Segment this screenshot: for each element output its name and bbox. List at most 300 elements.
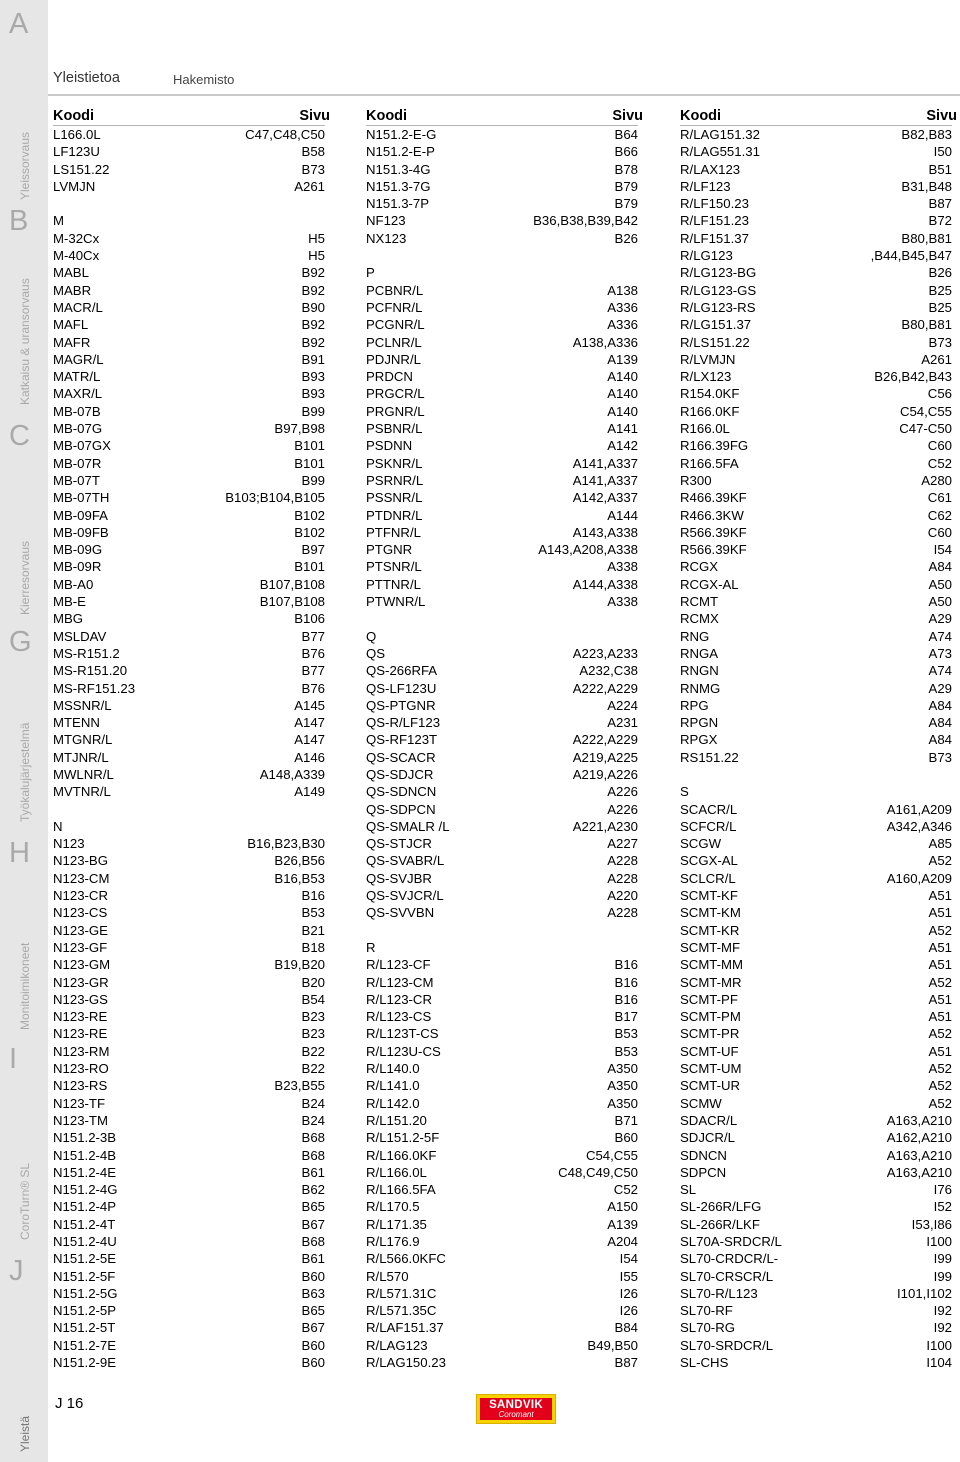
page-reference: A51 (928, 1043, 952, 1059)
page-reference: B60 (614, 1130, 638, 1146)
page-reference: A29 (928, 680, 952, 696)
product-code: MACR/L (53, 299, 103, 315)
product-code: N151.2-3B (53, 1130, 117, 1146)
tab-index[interactable]: Hakemisto (173, 72, 235, 87)
index-row (680, 991, 952, 1008)
page-reference: B76 (301, 645, 325, 661)
product-code: SL-266R/LKF (680, 1216, 760, 1232)
page-reference: A223,A233 (572, 645, 638, 661)
page-reference: A51 (928, 905, 952, 921)
index-row (680, 489, 952, 506)
page-reference: B92 (301, 317, 325, 333)
page-reference: B36,B38,B39,B42 (533, 213, 638, 229)
page-reference: A222,A229 (572, 732, 638, 748)
product-code: MWLNR/L (53, 766, 114, 782)
product-code: N123-CM (53, 870, 110, 886)
index-row (680, 610, 952, 627)
product-code: N151.2-5T (53, 1320, 116, 1336)
product-code: PTSNR/L (366, 559, 422, 575)
product-code: PSDNN (366, 438, 413, 454)
index-column-1 (53, 108, 330, 1371)
product-code: PCLNR/L (366, 334, 422, 350)
index-row (366, 1095, 638, 1112)
index-row (366, 1216, 638, 1233)
product-code: N151.2-4P (53, 1199, 117, 1215)
index-row (680, 956, 952, 973)
index-row (680, 420, 952, 437)
product-code: SL70A-SRDCR/L (680, 1234, 782, 1249)
page-reference: I54 (933, 542, 952, 558)
page-reference: B77 (301, 628, 325, 644)
index-row (53, 628, 325, 645)
index-row (53, 749, 325, 766)
product-code: R/L123T-CS (366, 1026, 439, 1042)
product-code: R/L166.0KF (366, 1147, 437, 1163)
product-code: MAFL (53, 317, 89, 333)
page-reference: B24 (301, 1095, 325, 1111)
index-row (53, 1319, 325, 1336)
section-label-general[interactable]: Yleistä (18, 1415, 32, 1452)
product-code: MAFR (53, 334, 91, 350)
product-code: NF123 (366, 213, 406, 229)
product-code: R/LF150.23 (680, 196, 749, 212)
index-row (53, 956, 325, 973)
page-reference: A74 (928, 663, 952, 679)
product-code: R/LAG123 (366, 1337, 428, 1353)
index-row (366, 1043, 638, 1060)
index-row (53, 195, 325, 212)
page-reference: B101 (294, 438, 325, 454)
page-reference: B60 (301, 1337, 325, 1353)
index-row (366, 697, 638, 714)
product-code: R/L166.5FA (366, 1182, 436, 1198)
product-code: R/LF123 (680, 178, 731, 194)
index-row (366, 714, 638, 731)
index-row (366, 541, 638, 558)
index-row (53, 472, 325, 489)
product-code: R/L123-CR (366, 991, 432, 1007)
page-reference: B61 (301, 1251, 325, 1267)
page-reference: B101 (294, 559, 325, 575)
section-letter-i[interactable]: I (9, 1043, 18, 1075)
index-row (53, 1008, 325, 1025)
product-code: LF123U (53, 144, 100, 160)
product-code: R/L151.20 (366, 1112, 427, 1128)
product-code: PTWNR/L (366, 594, 426, 610)
page-reference: B80,B81 (901, 230, 952, 246)
product-code: QS-RF123T (366, 732, 438, 748)
section-letter-c[interactable]: C (9, 420, 30, 452)
product-code: N151.2-5G (53, 1285, 118, 1301)
page-reference: B77 (301, 663, 325, 679)
index-row (680, 558, 952, 575)
page-reference: C54,C55 (899, 403, 952, 419)
product-code: N123-GE (53, 922, 108, 938)
product-code: Q (366, 628, 377, 644)
page-reference: B87 (928, 196, 952, 212)
page-reference: I26 (619, 1285, 638, 1301)
page-reference: B80,B81 (901, 317, 952, 333)
page-reference: A261 (294, 178, 325, 194)
page-reference: C56 (927, 386, 952, 402)
product-code: MTGNR/L (53, 732, 113, 748)
page-reference: I92 (933, 1303, 952, 1319)
product-code: QS (366, 645, 386, 661)
index-row (366, 351, 638, 368)
product-code: RNGN (680, 663, 719, 679)
page-reference: B16 (614, 991, 638, 1007)
page-reference: B73 (928, 334, 952, 350)
index-row (680, 1354, 952, 1371)
product-code: N123-TM (53, 1112, 108, 1128)
page-reference: B82,B83 (901, 127, 952, 142)
product-code: N151.2-4U (53, 1234, 117, 1249)
product-code: RCGX (680, 559, 719, 575)
product-code: QS-R/LF123 (366, 715, 441, 731)
page-reference: B22 (301, 1043, 325, 1059)
index-row (680, 403, 952, 420)
index-row (680, 230, 952, 247)
index-row (366, 1268, 638, 1285)
page-reference: A219,A226 (572, 766, 638, 782)
section-letter-g[interactable]: G (9, 626, 32, 658)
page-reference: B67 (301, 1320, 325, 1336)
index-row (53, 126, 325, 143)
product-code: MABR (53, 282, 92, 298)
product-code: QS-SVJCR/L (366, 888, 444, 904)
page-reference: A144,A338 (572, 576, 638, 592)
product-code: R/L123U-CS (366, 1043, 441, 1059)
index-row (366, 1008, 638, 1025)
product-code: QS-SDNCN (366, 784, 437, 800)
product-code: MBG (53, 611, 84, 627)
product-code: RCMT (680, 594, 719, 610)
section-letter-a[interactable]: A (9, 8, 29, 40)
code-header: Koodi (366, 108, 408, 124)
page-reference: A73 (928, 645, 952, 661)
page-reference: A149 (294, 784, 325, 800)
page-reference: B53 (301, 905, 325, 921)
index-row (53, 1354, 325, 1371)
page-reference: A350 (607, 1078, 638, 1094)
index-row (366, 558, 638, 575)
index-row (366, 974, 638, 991)
product-code: R566.39KF (680, 542, 747, 558)
index-row (366, 1112, 638, 1129)
index-row (680, 887, 952, 904)
page-reference: A338 (607, 559, 638, 575)
index-row (366, 887, 638, 904)
index-row (53, 161, 325, 178)
product-code: QS-PTGNR (366, 697, 436, 713)
product-code: N151.2-4T (53, 1216, 116, 1232)
product-code: N123-GR (53, 974, 109, 990)
index-row (53, 680, 325, 697)
index-row (366, 870, 638, 887)
index-row (366, 680, 638, 697)
product-code: PSBNR/L (366, 421, 423, 437)
index-row (680, 1337, 952, 1354)
page-reference: I99 (933, 1268, 952, 1284)
product-code: SCMT-PF (680, 991, 738, 1007)
page-reference: B26 (928, 265, 952, 281)
page-reference: B79 (614, 196, 638, 212)
product-code: MABL (53, 265, 89, 281)
index-row (680, 334, 952, 351)
product-code: N123-GS (53, 991, 108, 1007)
index-row (366, 628, 638, 645)
page-reference: B106 (294, 611, 325, 627)
index-row (366, 489, 638, 506)
index-row (366, 455, 638, 472)
index-row (53, 316, 325, 333)
index-row (53, 282, 325, 299)
index-row (366, 420, 638, 437)
product-code: R/LAG150.23 (366, 1355, 446, 1371)
product-code: R/L570 (366, 1268, 409, 1284)
product-code: MB-09FB (53, 524, 109, 540)
index-row (680, 126, 952, 143)
index-row (680, 680, 952, 697)
page-reference: A84 (928, 559, 952, 575)
product-code: SL70-SRDCR/L (680, 1337, 774, 1353)
product-code: MSLDAV (53, 628, 107, 644)
page-reference: A84 (928, 715, 952, 731)
product-code: PTTNR/L (366, 576, 421, 592)
product-code: MB-A0 (53, 576, 94, 592)
product-code: R/L123-CS (366, 1009, 432, 1025)
section-label-i[interactable]: Monitoimikoneet (18, 942, 32, 1030)
page-reference: A161,A209 (886, 801, 952, 817)
page-reference: B53 (614, 1026, 638, 1042)
product-code: R/L566.0KFC (366, 1251, 446, 1267)
product-code: RNMG (680, 680, 721, 696)
page-reference: B68 (301, 1130, 325, 1146)
product-code: RPGN (680, 715, 719, 731)
page-reference: A74 (928, 628, 952, 644)
index-row (53, 1025, 325, 1042)
index-row (366, 835, 638, 852)
index-row (680, 801, 952, 818)
index-row (53, 1268, 325, 1285)
index-row (680, 1112, 952, 1129)
tab-general-info[interactable]: Yleistietoa (53, 70, 120, 86)
product-code: L166.0L (53, 127, 101, 142)
page-reference: A221,A230 (572, 818, 638, 834)
product-code: MB-07T (53, 472, 100, 488)
page-reference: B23 (301, 1026, 325, 1042)
index-row (366, 178, 638, 195)
product-code: PTDNR/L (366, 507, 423, 523)
index-column-2 (366, 108, 643, 1371)
index-row (680, 576, 952, 593)
product-code: N151.2-5P (53, 1303, 117, 1319)
index-row (53, 264, 325, 281)
page-reference: A150 (607, 1199, 638, 1215)
code-header: Koodi (53, 108, 95, 124)
index-row (680, 1302, 952, 1319)
page-reference: B92 (301, 282, 325, 298)
index-row (680, 368, 952, 385)
index-row (366, 1198, 638, 1215)
product-code: N151.2-5F (53, 1268, 116, 1284)
index-row (53, 766, 325, 783)
index-row (366, 316, 638, 333)
product-code: R/LAG551.31 (680, 144, 760, 160)
index-row (680, 264, 952, 281)
section-label-g[interactable]: Kierresorvaus (18, 540, 32, 615)
page-reference: A226 (607, 801, 638, 817)
index-row (53, 1147, 325, 1164)
page-reference: A350 (607, 1061, 638, 1077)
page-reference: B99 (301, 472, 325, 488)
index-row (680, 1216, 952, 1233)
index-row (366, 437, 638, 454)
page-reference: A84 (928, 697, 952, 713)
page-reference: A336 (607, 317, 638, 333)
page-reference: B73 (301, 161, 325, 177)
product-code: RNGA (680, 645, 719, 661)
page-reference: A219,A225 (572, 749, 638, 765)
index-row (366, 749, 638, 766)
product-code: R/L141.0 (366, 1078, 420, 1094)
index-row (53, 731, 325, 748)
product-code: N123-CS (53, 905, 108, 921)
product-code: RNG (680, 628, 710, 644)
index-row (680, 697, 952, 714)
index-row (53, 1112, 325, 1129)
page-reference: A147 (294, 732, 325, 748)
section-letter-b[interactable]: B (9, 205, 29, 237)
page-reference: A232,C38 (579, 663, 638, 679)
page-reference: I50 (933, 144, 952, 160)
product-code: SL70-CRSCR/L (680, 1268, 774, 1284)
product-code: MAGR/L (53, 351, 104, 367)
page-reference: B68 (301, 1147, 325, 1163)
page-reference: B101 (294, 455, 325, 471)
product-code: QS-SVABR/L (366, 853, 445, 869)
product-code: SCGX-AL (680, 853, 738, 869)
product-code: N123-GM (53, 957, 111, 973)
page-reference: A143,A338 (572, 524, 638, 540)
page-reference: B20 (301, 974, 325, 990)
product-code: SCMT-KF (680, 888, 738, 904)
product-code: PTFNR/L (366, 524, 421, 540)
index-row (680, 818, 952, 835)
index-row (53, 645, 325, 662)
page-reference: C47,C48,C50 (245, 127, 325, 142)
page-reference: B26,B56 (274, 853, 325, 869)
page-reference: B19,B20 (274, 957, 325, 973)
index-row (366, 368, 638, 385)
page-reference: B91 (301, 351, 325, 367)
page-header: Sivu (299, 108, 330, 124)
index-row (680, 455, 952, 472)
index-row (53, 887, 325, 904)
page-reference: A145 (294, 697, 325, 713)
index-row (680, 714, 952, 731)
page-reference: B22 (301, 1061, 325, 1077)
page-reference: B61 (301, 1164, 325, 1180)
index-row (680, 161, 952, 178)
index-row (366, 801, 638, 818)
page-reference: C47-C50 (899, 421, 952, 437)
index-row (53, 1095, 325, 1112)
product-code: MS-RF151.23 (53, 680, 136, 696)
index-row (680, 247, 952, 264)
index-row (680, 645, 952, 662)
index-row (366, 212, 638, 229)
product-code: MS-R151.2 (53, 645, 120, 661)
product-code: PSKNR/L (366, 455, 423, 471)
index-row (53, 922, 325, 939)
index-row (53, 455, 325, 472)
product-code: MTENN (53, 715, 100, 731)
product-code: SCMT-UF (680, 1043, 739, 1059)
page-reference: B92 (301, 265, 325, 281)
page-reference: H5 (308, 248, 325, 264)
index-row (680, 299, 952, 316)
page-reference: A220 (607, 888, 638, 904)
product-code: S (680, 784, 689, 800)
index-row (366, 282, 638, 299)
index-row (53, 991, 325, 1008)
section-label-j[interactable]: CoroTurn® SL (18, 1162, 32, 1240)
index-row (366, 1129, 638, 1146)
page-reference: B99 (301, 403, 325, 419)
index-row (680, 662, 952, 679)
index-row (680, 524, 952, 541)
index-row (680, 1198, 952, 1215)
product-code: N123-GF (53, 939, 108, 955)
index-row (680, 870, 952, 887)
product-code: MB-07GX (53, 438, 111, 454)
index-row (680, 1319, 952, 1336)
index-row (53, 1060, 325, 1077)
section-letter-j[interactable]: J (9, 1255, 24, 1287)
section-letter-h[interactable]: H (9, 837, 30, 869)
product-code: N151.3-7G (366, 178, 431, 194)
product-code: QS-SDJCR (366, 766, 434, 782)
index-row (680, 143, 952, 160)
index-row (680, 766, 952, 783)
product-code: R166.0L (680, 421, 730, 437)
section-label-h[interactable]: Työkalujärjestelmä (18, 722, 32, 822)
index-row (53, 178, 325, 195)
product-code: LVMJN (53, 178, 96, 194)
section-label-c[interactable]: Katkaisu & uransorvaus (18, 278, 32, 405)
index-row (53, 852, 325, 869)
index-row (680, 1250, 952, 1267)
index-row (680, 195, 952, 212)
page-reference: B58 (301, 144, 325, 160)
product-code: LS151.22 (53, 161, 110, 177)
section-label-b[interactable]: Yleissorvaus (18, 131, 32, 200)
index-row (680, 1233, 952, 1250)
product-code: QS-SVVBN (366, 905, 435, 921)
page-reference: B60 (301, 1268, 325, 1284)
page-reference: A224 (607, 697, 638, 713)
product-code: R/LF151.23 (680, 213, 749, 229)
page-reference: A146 (294, 749, 325, 765)
index-row (53, 576, 325, 593)
index-row (680, 783, 952, 800)
product-code: R/L166.0L (366, 1164, 427, 1180)
page-reference: I99 (933, 1251, 952, 1267)
page-reference: A52 (928, 974, 952, 990)
product-code: RCGX-AL (680, 576, 739, 592)
index-row (680, 316, 952, 333)
